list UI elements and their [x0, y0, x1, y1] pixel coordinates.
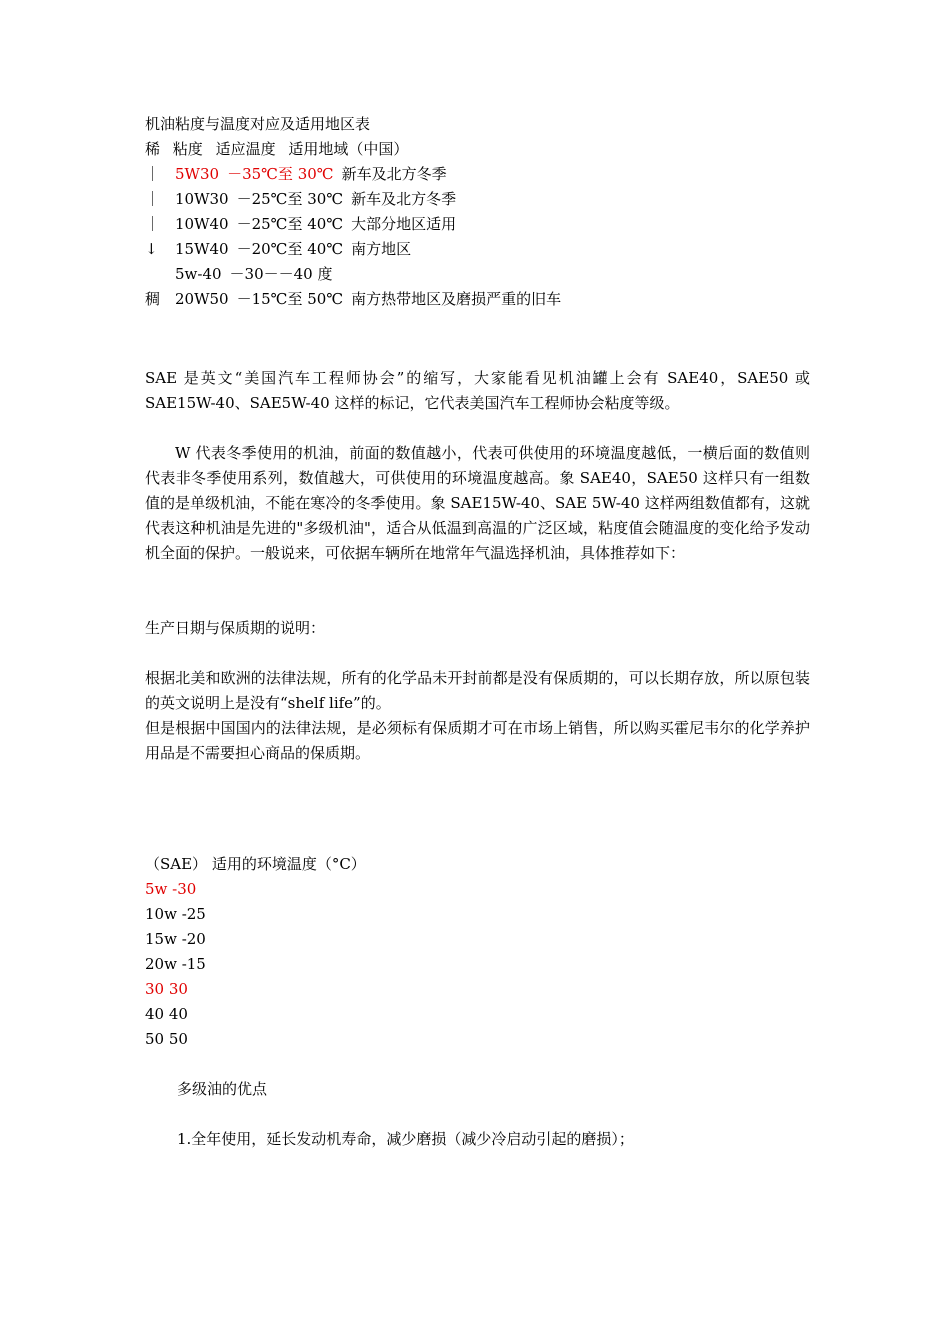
shelf-life-paragraph-1: 根据北美和欧洲的法律法规，所有的化学品未开封前都是没有保质期的，可以长期存放，所以原包装的英文说明上是没有“shelf life”的。: [145, 669, 810, 712]
row-temp: －15℃至 50℃: [236, 290, 344, 308]
row-temp: －25℃至 30℃: [236, 190, 344, 208]
shelf-life-paragraph-2: 但是根据中国国内的法律法规，是必须标有保质期才可在市场上销售，所以购买霍尼韦尔的化学养护用品是不需要担心商品的保质期。: [145, 719, 810, 762]
sae-list-items: [145, 877, 810, 1052]
row-marker: 稠: [145, 290, 161, 308]
table-row: [145, 237, 810, 262]
row-temp: －20℃至 40℃: [236, 240, 344, 258]
table-row: [145, 162, 810, 187]
row-region: 南方热带地区及磨损严重的旧车: [351, 290, 562, 308]
list-item: 30 30: [145, 980, 188, 998]
advantage-item-1: 1.全年使用，延长发动机寿命，减少磨损（减少冷启动引起的磨损）；: [177, 1130, 634, 1148]
row-region: 新车及北方冬季: [351, 190, 457, 208]
row-grade: 10W30: [175, 190, 229, 208]
table-header: [145, 137, 810, 162]
sae-list: [145, 852, 810, 1052]
header-temp: 适应温度: [215, 140, 276, 158]
row-marker: ｜: [145, 165, 161, 183]
list-item: 5w -30: [145, 880, 197, 898]
shelf-life-heading: 生产日期与保质期的说明：: [145, 619, 326, 637]
table-rows: [145, 162, 810, 312]
header-viscosity: 粘度: [172, 140, 203, 158]
document-page: [145, 112, 810, 1152]
list-item: 20w -15: [145, 955, 206, 973]
table-row: [145, 212, 810, 237]
row-grade: 5W30: [175, 165, 220, 183]
viscosity-table: [145, 112, 810, 312]
row-temp: －25℃至 40℃: [236, 215, 344, 233]
list-item: 15w -20: [145, 930, 206, 948]
sae-list-header: （SAE） 适用的环境温度（°C）: [145, 855, 366, 873]
row-marker: ｜: [145, 190, 161, 208]
sae-intro-paragraph: SAE 是英文“美国汽车工程师协会”的缩写，大家能看见机油罐上会有 SAE40，SAE50 或 SAE15W-40、SAE5W-40 这样的标记，它代表美国汽车工程师协会粘度等级。: [145, 369, 810, 412]
table-row: [145, 287, 810, 312]
advantages-section: [145, 1077, 810, 1152]
list-item: 10w -25: [145, 905, 206, 923]
row-grade: 20W50: [175, 290, 229, 308]
list-item: 40 40: [145, 1005, 188, 1023]
table-row: [145, 187, 810, 212]
row-marker: ↓: [145, 240, 158, 258]
list-item: 50 50: [145, 1030, 188, 1048]
row-temp: －35℃至 30℃: [227, 165, 334, 183]
table-row: [145, 262, 810, 287]
row-grade: 5w-40: [175, 265, 222, 283]
row-grade: 15W40: [175, 240, 229, 258]
advantages-heading: 多级油的优点: [177, 1080, 268, 1098]
row-temp: －30－－40 度: [229, 265, 333, 283]
table-title: 机油粘度与温度对应及适用地区表: [145, 115, 371, 133]
row-region: 大部分地区适用: [351, 215, 457, 233]
header-region: 适用地域（中国）: [288, 140, 409, 158]
w-explain-paragraph: W 代表冬季使用的机油，前面的数值越小，代表可供使用的环境温度越低，一横后面的数值则代表非冬季使用系列，数值越大，可供使用的环境温度越高。象 SAE40，SAE50 这样只有一组数值的是单级机油，不能在寒冷的冬季使用。象 SAE15W-40、SAE 5W-40 这样两组数值都有，这就代表这种机油是先进的"多级机油"，适合从低温到高温的广泛区域，粘度值会随温度的变化给予发动机全面的保护。一般说来，可依据车辆所在地常年气温选择机油，具体推荐如下：: [145, 444, 810, 562]
row-marker: ｜: [145, 215, 161, 233]
row-region: 新车及北方冬季: [341, 165, 447, 183]
row-grade: 10W40: [175, 215, 229, 233]
header-thin: 稀: [145, 140, 161, 158]
row-region: 南方地区: [351, 240, 412, 258]
